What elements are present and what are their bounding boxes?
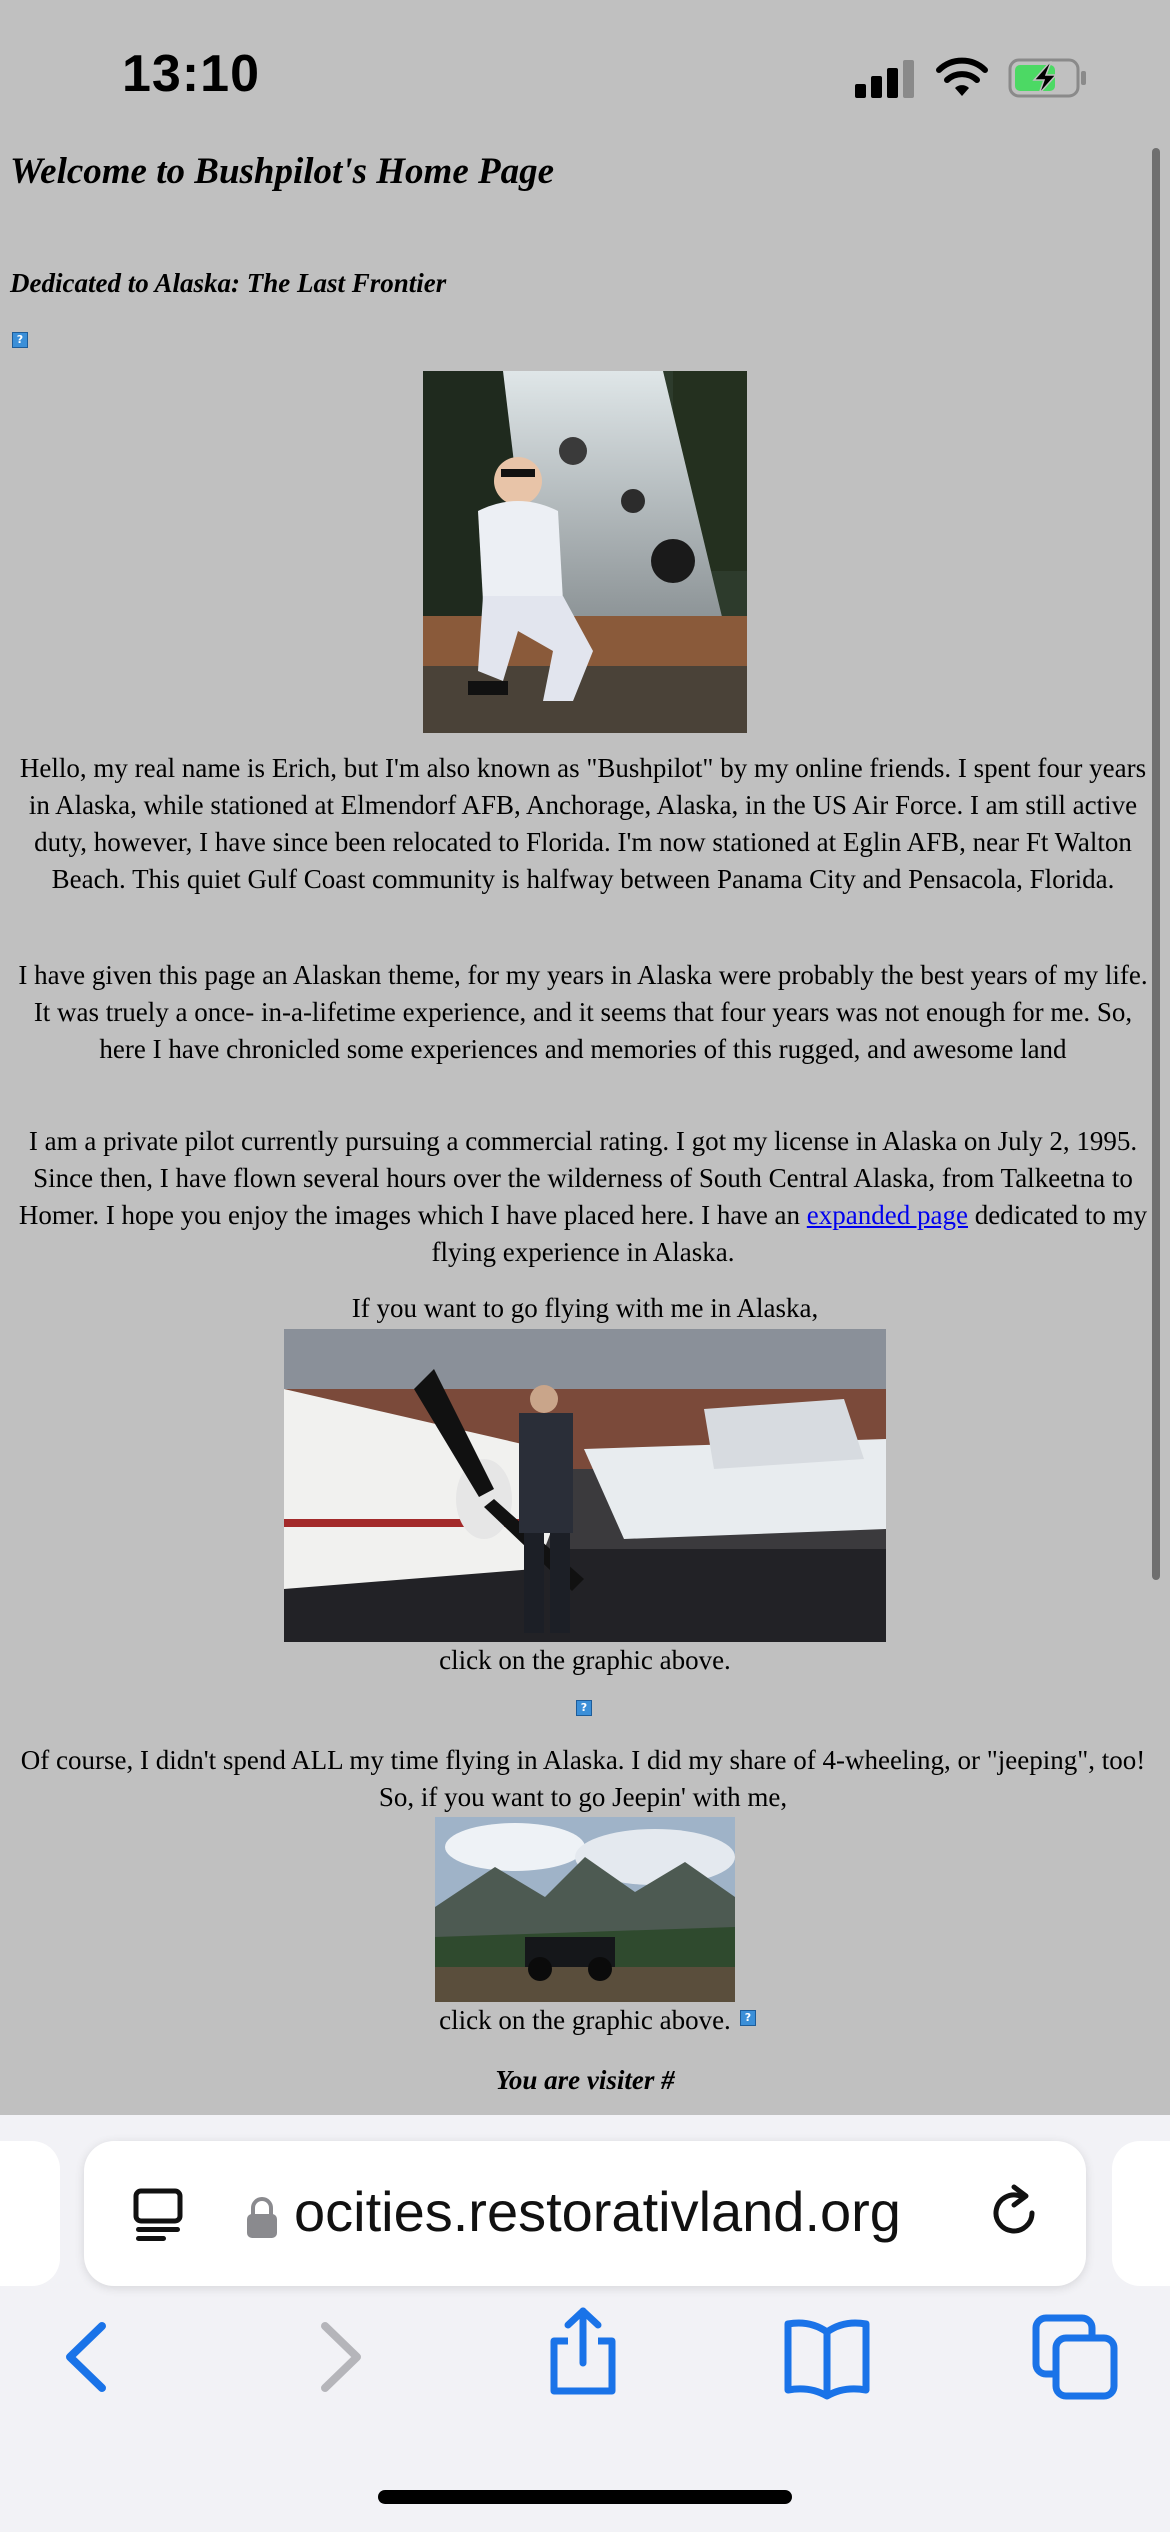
alaska-theme-paragraph: I have given this page an Alaskan theme, for my years in Alaska were probably the best years of my life. It was truely a once- in-a-lifetime experience, and it seems that four years was not enough for me. So, here I have chronicled some experiences and memories of this rugged, and awesome land [18,960,1148,1064]
status-bar [0,0,1170,150]
airplane-photo-link[interactable] [284,1329,886,1642]
previous-tab-preview[interactable] [0,2141,60,2286]
broken-image-icon: ? [12,332,28,348]
web-page [0,140,1150,2115]
visitor-counter-text: You are visiter # [495,2065,675,2095]
tabs-icon[interactable] [1030,2312,1120,2402]
wifi-icon [935,56,989,98]
jeep-photo-link[interactable] [435,1817,735,2002]
share-icon[interactable] [538,2307,628,2397]
page-title: Welcome to Bushpilot's Home Page [10,151,555,192]
airplane-caption: click on the graphic above. [439,1645,731,1675]
browser-chrome [0,2115,1170,2532]
forward-icon[interactable] [295,2312,385,2402]
lock-icon [244,2195,280,2239]
pilot-paragraph-text: I am a private pilot currently pursuing a commercial rating. I got my license in Alaska on July 2, 1995. Since then, I have flown several hours over the wilderness of South Central Alaska, from Talkeetna to Homer. I hope you enjoy the images which I have placed here. I have an [18,1126,1138,1230]
broken-image-icon: ? [576,1700,592,1716]
reload-icon[interactable] [984,2183,1044,2243]
address-bar[interactable] [84,2141,1086,2286]
pilot-paragraph-text-end: dedicated to my flying experience in Alaska. [431,1200,1148,1267]
battery-charging-icon [1008,58,1088,98]
page-scrollbar[interactable] [1152,148,1160,1580]
flying-intro-text: If you want to go flying with me in Alaska, [351,1293,819,1323]
page-menu-icon[interactable] [130,2185,186,2241]
portrait-photo-waterfall [423,371,747,733]
pilot-paragraph [14,1123,1150,1271]
next-tab-preview[interactable] [1112,2141,1170,2286]
broken-image-icon: ? [740,2010,756,2026]
cellular-signal-icon [855,60,915,98]
page-subtitle: Dedicated to Alaska: The Last Frontier [10,268,447,298]
expanded-page-link[interactable]: expanded page [806,1200,968,1230]
jeeping-paragraph: Of course, I didn't spend ALL my time flying in Alaska. I did my share of 4-wheeling, or "jeeping", too! So, if you want to go Jeepin' with me, [20,1745,1146,1812]
bookmarks-icon[interactable] [782,2312,872,2402]
url-text[interactable]: ocities.restorativland.org [294,2180,901,2243]
intro-paragraph: Hello, my real name is Erich, but I'm also known as "Bushpilot" by my online friends. I spent four years in Alaska, while stationed at Elmendorf AFB, Anchorage, Alaska, in the US Air Force. I am still active duty, however, I have since been relocated to Florida. I'm now stationed at Eglin AFB, near Ft Walton Beach. This quiet Gulf Coast community is halfway between Panama City and Pensacola, Florida. [19,753,1147,894]
home-indicator[interactable] [378,2490,792,2504]
jeep-caption: click on the graphic above. [439,2005,731,2035]
back-icon[interactable] [42,2312,132,2402]
status-time: 13:10 [122,45,260,103]
